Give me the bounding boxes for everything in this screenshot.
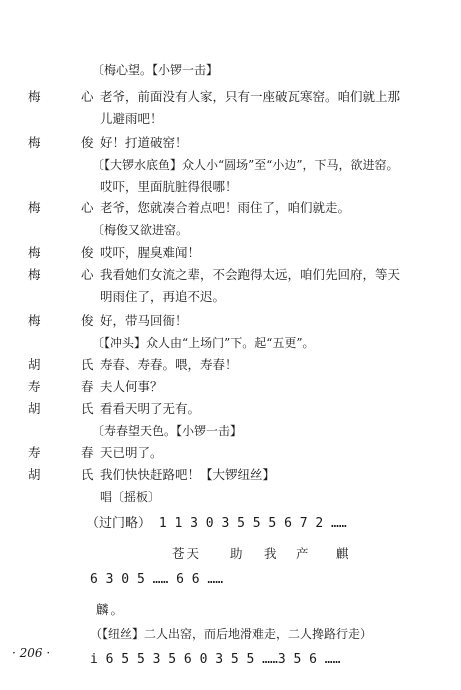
dialogue-text: 我看她们女流之辈，不会跑得太远，咱们先回府，等天 xyxy=(100,267,401,282)
dialogue-text: 老爷，前面没有人家，只有一座破瓦寒窑。咱们就上那 xyxy=(100,89,401,104)
score-notes: 1 1 3 0 3 5 5 5 6 7 2 …… xyxy=(158,516,347,531)
dialogue-text: 看看天明了无有。 xyxy=(100,401,201,416)
dialogue-text: 哎吓，里面肮脏得很哪！ xyxy=(100,179,238,194)
script-line xyxy=(0,375,461,399)
speaker-name: 梅 心 xyxy=(28,89,108,104)
dialogue-text: 我们快快赶路吧！【大锣纽丝】 xyxy=(100,467,276,482)
stage-direction: 〔【冲头】众人由“上场门”下。起“五更”。 xyxy=(92,336,315,350)
script-line xyxy=(0,353,461,377)
script-line xyxy=(0,285,461,309)
script-line xyxy=(0,85,461,109)
dialogue-text: 儿避雨吧！ xyxy=(100,111,163,126)
speaker-name: 梅 心 xyxy=(28,267,108,282)
script-line xyxy=(0,485,461,509)
score-label: （过门略） xyxy=(86,516,152,531)
dialogue-text: 老爷，您就凑合着点吧！雨住了，咱们就走。 xyxy=(100,200,351,215)
script-line xyxy=(0,397,461,421)
dialogue-text: 明雨住了，再追不迟。 xyxy=(100,289,226,304)
score-notes: i 6 5 5 3 5 6 0 3 5 5 ……3 5 6 …… xyxy=(90,652,341,667)
speaker-name: 梅 俊 xyxy=(28,135,108,150)
dialogue-text: 天已明了。 xyxy=(100,445,163,460)
stage-direction: 唱〔摇板〕 xyxy=(100,490,161,504)
script-line xyxy=(0,131,461,155)
script-line xyxy=(0,309,461,333)
lyric-4: 产 xyxy=(296,546,311,561)
script-line xyxy=(0,463,461,487)
script-line xyxy=(0,241,461,265)
score-notes: 6 3 0 5 …… 6 6 …… xyxy=(90,572,224,587)
script-line xyxy=(0,441,461,465)
score-line-1 xyxy=(86,512,347,531)
lyric-6: 麟。 xyxy=(96,602,126,617)
script-line xyxy=(0,218,461,242)
page-number: · 206 · xyxy=(12,646,51,660)
stage-direction: 〔梅心望。【小锣一击】 xyxy=(92,63,219,77)
script-line xyxy=(0,153,461,177)
stage-direction: 〔寿春望天色。【小锣一击】 xyxy=(92,424,243,438)
score-stage-direction xyxy=(0,622,461,646)
script-line xyxy=(0,419,461,443)
speaker-name: 梅 俊 xyxy=(28,313,108,328)
stage-direction: 〔梅俊又欲进窑。 xyxy=(92,223,189,237)
script-line xyxy=(0,331,461,355)
dialogue-text: 好！打道破窑！ xyxy=(100,135,188,150)
lyric-3: 我 xyxy=(264,546,279,561)
speaker-name: 梅 俊 xyxy=(28,245,108,260)
script-line xyxy=(0,263,461,287)
dialogue-text: 哎吓，腥臭难闻！ xyxy=(100,245,201,260)
speaker-name: 胡 氏 xyxy=(28,401,108,416)
speaker-name: 寿 春 xyxy=(28,445,108,460)
score-line-3 xyxy=(90,652,340,667)
speaker-name: 寿 春 xyxy=(28,379,108,394)
dialogue-text: 夫人何事？ xyxy=(100,379,163,394)
speaker-name: 梅 心 xyxy=(28,200,108,215)
script-line xyxy=(0,107,461,131)
script-line xyxy=(0,58,461,82)
lyrics-line-2 xyxy=(96,600,125,618)
speaker-name: 胡 氏 xyxy=(28,467,108,482)
lyric-1: 苍天 xyxy=(172,546,202,561)
lyric-2: 助 xyxy=(230,546,245,561)
dialogue-text: 好，带马回衙！ xyxy=(100,313,188,328)
score-line-2 xyxy=(90,572,223,587)
lyric-5: 麒 xyxy=(336,546,351,561)
script-line xyxy=(0,196,461,220)
dialogue-text: 寿春、寿春。喂，寿春！ xyxy=(100,357,238,372)
stage-direction: 〔【大锣水底鱼】众人小“圆场”至“小边”，下马，欲进窑。 xyxy=(92,158,399,172)
speaker-name: 胡 氏 xyxy=(28,357,108,372)
stage-direction: （【纽丝】二人出窑，而后地滑难走，二人搀路行走） xyxy=(90,627,373,641)
